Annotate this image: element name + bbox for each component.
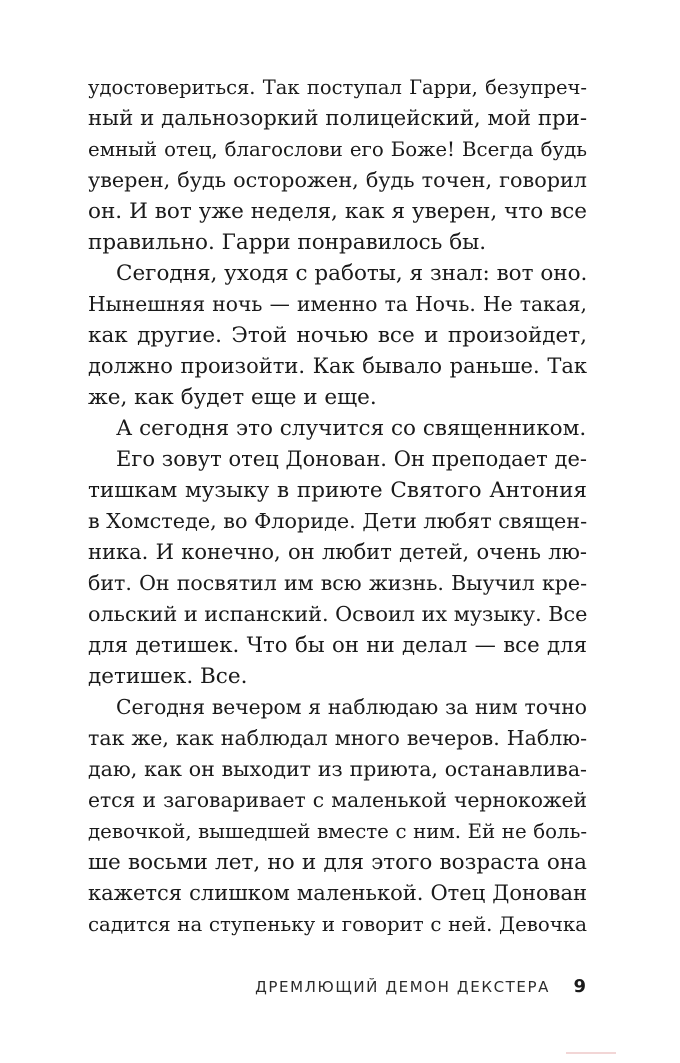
text-line: ника. И конечно, он любит детей, очень лю- (88, 540, 587, 564)
text-line: правильно. Гарри понравилось бы. (88, 230, 487, 255)
running-title: ДРЕМЛЮЩИЙ ДЕМОН ДЕКСТЕРА (255, 978, 550, 996)
text-line: детишек. Все. (88, 664, 248, 689)
text-line: тишкам музыку в приюте Святого Антония (88, 478, 587, 503)
text-line: Сегодня, уходя с работы, я знал: вот оно. (116, 261, 588, 286)
text-line: как другие. Этой ночью все и произойдет, (88, 323, 587, 348)
text-line: ный и дальнозоркий полицейский, мой при- (88, 106, 587, 131)
text-line: емный отец, благослови его Боже! Всегда будь (88, 138, 587, 161)
text-line: он. И вот уже неделя, как я уверен, что все (88, 199, 587, 224)
text-line: ше восьми лет, но и для этого возраста она (88, 850, 587, 875)
text-line: Нынешняя ночь — именно та Ночь. Не такая, (88, 292, 587, 316)
text-line: девочкой, вышедшей вместе с ним. Ей не боль- (88, 820, 587, 843)
text-line: удостовериться. Так поступал Гарри, безупреч- (88, 76, 587, 99)
text-line: Его зовут отец Донован. Он преподает де- (116, 447, 587, 471)
scan-edge-mark (566, 1052, 616, 1054)
text-line: кажется слишком маленькой. Отец Донован (88, 881, 587, 905)
text-line: садится на ступеньку и говорит с ней. Девочка (88, 913, 587, 936)
text-line: А сегодня это случится со священником. (116, 416, 587, 441)
text-line: в Хомстеде, во Флориде. Дети любят священ- (88, 509, 588, 533)
text-line: ольский и испанский. Освоил их музыку. Все (88, 602, 588, 626)
text-line: так же, как наблюдал много вечеров. Наблю- (88, 726, 587, 750)
text-line: должно произойти. Как бывало раньше. Так (88, 354, 587, 378)
text-line: для детишек. Что бы он ни делал — все для (88, 633, 587, 658)
text-line: бит. Он посвятил им всю жизнь. Выучил кре- (88, 571, 587, 595)
text-line: же, как будет еще и еще. (88, 385, 377, 410)
page-footer (0, 975, 680, 999)
text-line: ется и заговаривает с маленькой чернокожей (88, 788, 587, 812)
body-text (88, 72, 587, 940)
text-line: уверен, будь осторожен, будь точен, говорил (88, 168, 587, 192)
text-line: Сегодня вечером я наблюдаю за ним точно (116, 695, 587, 719)
page-number: 9 (573, 976, 586, 997)
text-line: даю, как он выходит из приюта, останавлива- (88, 757, 587, 781)
